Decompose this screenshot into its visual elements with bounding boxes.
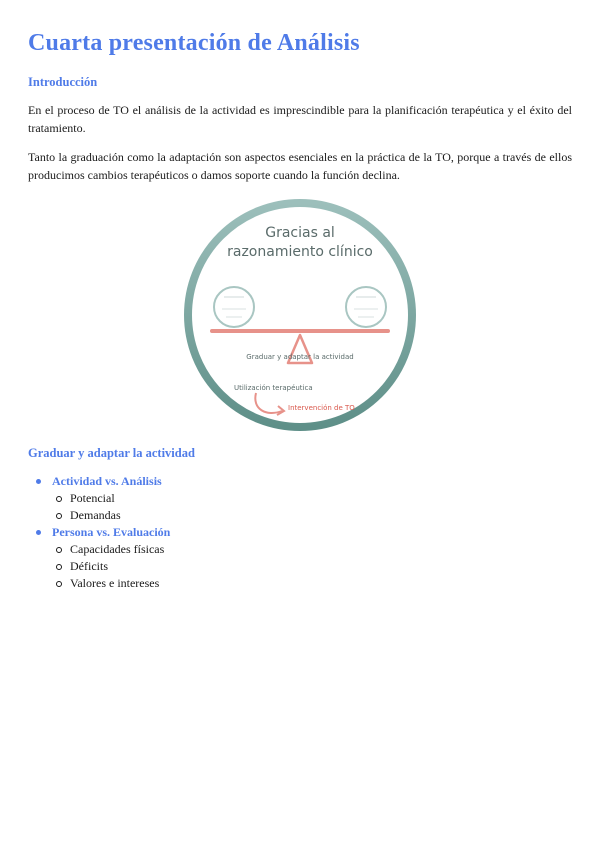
hollow-bullet-icon — [56, 547, 62, 553]
sub-list-item-label: Demandas — [70, 508, 121, 522]
figure-left-label: Utilización terapéutica — [234, 384, 313, 392]
sub-list-item-label: Capacidades físicas — [70, 542, 165, 556]
intro-paragraph-2: Tanto la graduación como la adaptación son aspectos esenciales en la práctica de la TO, porque a través de ellos producimos cambios terapéuticos o damos soporte cuando la función declina. — [28, 150, 572, 182]
sub-list-item — [52, 558, 170, 575]
bullet-dot-icon — [36, 479, 41, 484]
figure-illustration — [180, 197, 420, 437]
sub-list-item — [52, 575, 170, 592]
sub-list-item-label: Valores e intereses — [70, 576, 160, 590]
figure-center-label: Graduar y adaptar la actividad — [246, 353, 354, 361]
bullet-list — [28, 473, 170, 592]
sub-list-item — [52, 490, 170, 507]
balance-beam — [210, 329, 390, 333]
figure-right-label: Intervención de TO — [288, 404, 355, 412]
list-item-label: Actividad vs. Análisis — [52, 474, 162, 488]
left-small-circle — [214, 287, 254, 327]
hollow-bullet-icon — [56, 513, 62, 519]
graduar-heading: Graduar y adaptar la actividad — [28, 446, 195, 460]
list-item-label: Persona vs. Evaluación — [52, 525, 171, 539]
hollow-bullet-icon — [56, 581, 62, 587]
hollow-bullet-icon — [56, 496, 62, 502]
sub-list-item — [52, 541, 170, 558]
hollow-bullet-icon — [56, 564, 62, 570]
sub-list-item — [52, 507, 170, 524]
intro-paragraph-1: En el proceso de TO el análisis de la actividad es imprescindible para la planificación terapéutica y el éxito del tratamiento. — [28, 103, 572, 135]
presentation-figure — [180, 197, 420, 437]
right-small-circle — [346, 287, 386, 327]
figure-title-line2: razonamiento clínico — [227, 244, 373, 260]
sub-list-item-label: Déficits — [70, 559, 108, 573]
intro-heading: Introducción — [28, 75, 98, 89]
sub-list — [52, 490, 170, 524]
list-item — [28, 524, 170, 592]
page-title: Cuarta presentación de Análisis — [28, 30, 360, 56]
bullet-dot-icon — [36, 530, 41, 535]
sub-list-item-label: Potencial — [70, 491, 115, 505]
list-item — [28, 473, 170, 524]
sub-list — [52, 541, 170, 592]
figure-title-line1: Gracias al — [265, 225, 335, 241]
